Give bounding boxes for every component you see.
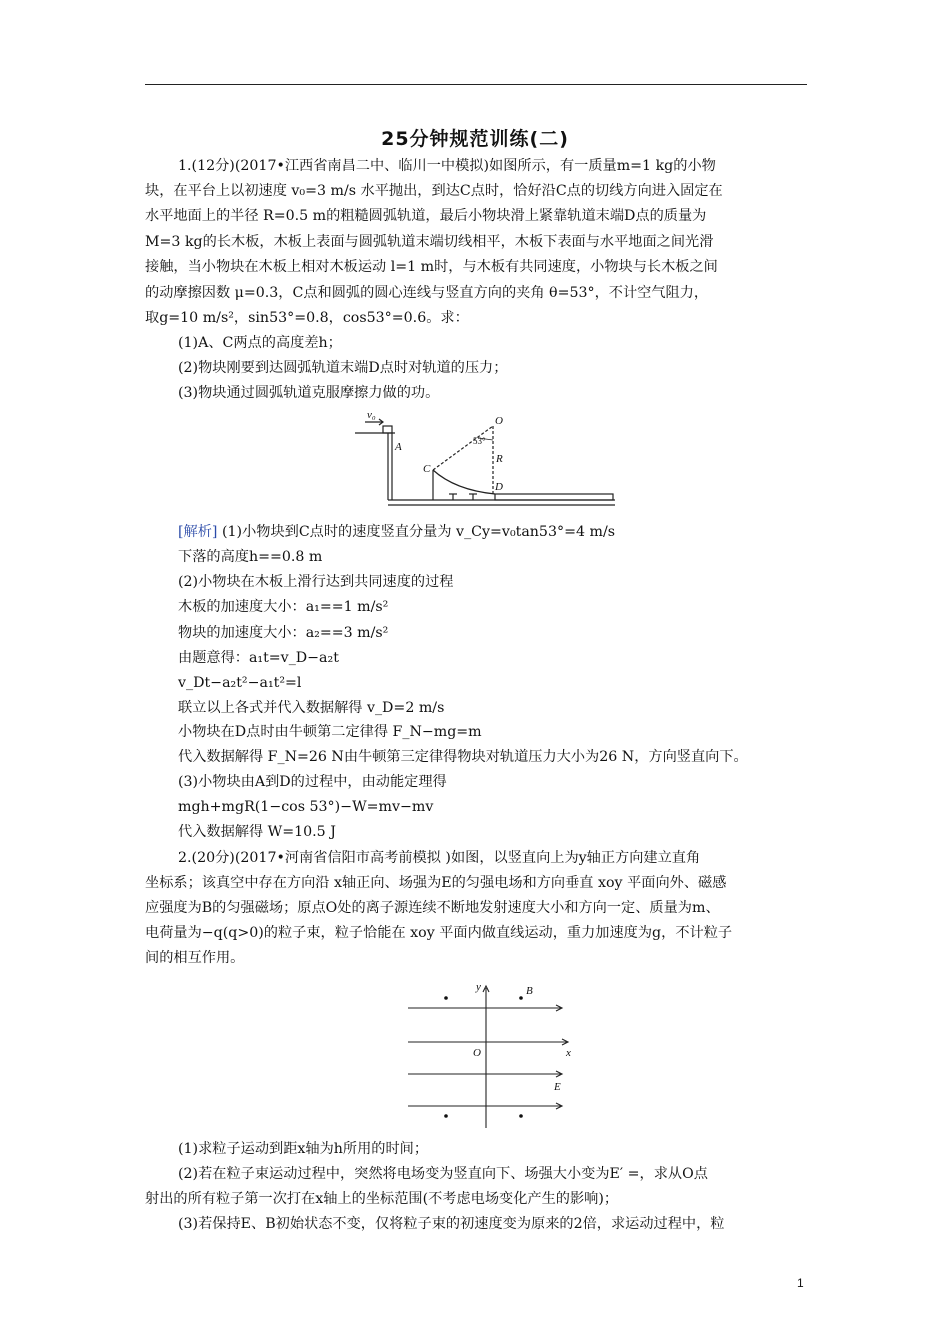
text-line: (1)求粒子运动到距x轴为h所用的时间； xyxy=(178,1141,429,1157)
analysis-text: (1)小物块到C点时的速度竖直分量为 v_Cy=v₀tan53°=4 m/s xyxy=(221,524,616,540)
text-line: 小物块在D点时由牛顿第二定律得 F_N−mg=m xyxy=(178,724,482,740)
text-line: 代入数据解得 W=10.5 J xyxy=(178,824,336,840)
text-line: 块，在平台上以初速度 v₀=3 m/s 水平抛出，到达C点时，恰好沿C点的切线方向进入固定在 xyxy=(145,183,723,199)
text-line: 由题意得：a₁t=v_D−a₂t xyxy=(178,650,339,666)
page-number: 1 xyxy=(797,1276,804,1290)
label-O: O xyxy=(495,415,503,427)
text-line: mgh+mgR(1−cos 53°)−W=mv−mv xyxy=(178,799,434,815)
radius-line xyxy=(433,426,493,470)
label-angle: 53° xyxy=(473,436,486,446)
label-R: R xyxy=(496,453,503,465)
text-line: 联立以上各式并代入数据解得 v_D=2 m/s xyxy=(178,700,445,716)
text-line: (3)若保持E、B初始状态不变，仅将粒子束的初速度变为原来的2倍，求运动过程中，粒 xyxy=(178,1216,725,1232)
field-dot xyxy=(519,1114,523,1118)
text-line: 下落的高度h==0.8 m xyxy=(178,549,323,565)
text-line: 的动摩擦因数 μ=0.3，C点和圆弧的圆心连线与竖直方向的夹角 θ=53°，不计空气阻力， xyxy=(145,285,709,301)
field-dot xyxy=(519,996,523,1000)
text-line: 应强度为B的匀强磁场；原点O处的离子源连续不断地发射速度大小和方向一定、质量为m、 xyxy=(145,900,720,916)
figure-field-diagram xyxy=(402,980,587,1130)
label-B: B xyxy=(526,985,533,997)
label-v0: v₀ xyxy=(367,409,376,421)
text-line: (3)物块通过圆弧轨道克服摩擦力做的功。 xyxy=(178,385,440,401)
text-line: 间的相互作用。 xyxy=(145,950,245,966)
text-line: 木板的加速度大小：a₁==1 m/s² xyxy=(178,599,389,615)
header-rule xyxy=(145,84,807,85)
text-line: 接触，当小物块在木板上相对木板运动 l=1 m时，与木板有共同速度，小物块与长木板之间 xyxy=(145,259,718,275)
arc-track xyxy=(433,470,495,494)
text-line: v_Dt−a₂t²−a₁t²=l xyxy=(178,675,302,691)
figure-track-diagram xyxy=(345,408,625,513)
label-O: O xyxy=(473,1047,481,1059)
label-A: A xyxy=(395,441,402,453)
text-line: 射出的所有粒子第一次打在x轴上的坐标范围(不考虑电场变化产生的影响)； xyxy=(145,1191,619,1207)
text-line: 物块的加速度大小：a₂==3 m/s² xyxy=(178,625,389,641)
label-x: x xyxy=(566,1047,571,1059)
field-dot xyxy=(444,996,448,1000)
label-E: E xyxy=(554,1081,561,1093)
text-line: (2)物块刚要到达圆弧轨道末端D点时对轨道的压力； xyxy=(178,360,508,376)
text-line: 取g=10 m/s²，sin53°=0.8，cos53°=0.6。求： xyxy=(145,310,469,326)
text-line: 2.(20分)(2017•河南省信阳市高考前模拟 )如图，以竖直向上为y轴正方向建立直角 xyxy=(178,850,701,866)
text-line: 坐标系；该真空中存在方向沿 x轴正向、场强为E的匀强电场和方向垂直 xoy 平面向外、磁感 xyxy=(145,875,727,891)
block xyxy=(383,426,392,433)
text-line: (1)A、C两点的高度差h； xyxy=(178,335,342,351)
analysis-line xyxy=(178,520,615,544)
page-title: 25分钟规范训练(二) xyxy=(381,128,569,150)
text-line: (2)若在粒子束运动过程中，突然将电场变为竖直向下、场强大小变为E′ =，求从O点 xyxy=(178,1166,708,1182)
text-line: 1.(12分)(2017•江西省南昌二中、临川一中模拟)如图所示，有一质量m=1 kg的小物 xyxy=(178,158,716,174)
board xyxy=(495,494,613,500)
label-D: D xyxy=(495,481,503,493)
field-dot xyxy=(444,1114,448,1118)
text-line: M=3 kg的长木板，木板上表面与圆弧轨道末端切线相平，木板下表面与水平地面之间光滑 xyxy=(145,234,714,250)
text-line: 代入数据解得 F_N=26 N由牛顿第三定律得物块对轨道压力大小为26 N，方向竖直向下。 xyxy=(178,749,748,765)
text-line: 水平地面上的半径 R=0.5 m的粗糙圆弧轨道，最后小物块滑上紧靠轨道末端D点的质量为 xyxy=(145,208,707,224)
text-line: (3)小物块由A到D的过程中，由动能定理得 xyxy=(178,774,447,790)
analysis-tag: [解析] xyxy=(178,524,218,540)
label-y: y xyxy=(476,981,481,993)
text-line: (2)小物块在木板上滑行达到共同速度的过程 xyxy=(178,574,454,590)
label-C: C xyxy=(423,463,431,475)
text-line: 电荷量为−q(q>0)的粒子束，粒子恰能在 xoy 平面内做直线运动，重力加速度为g，不计粒子 xyxy=(145,925,733,941)
